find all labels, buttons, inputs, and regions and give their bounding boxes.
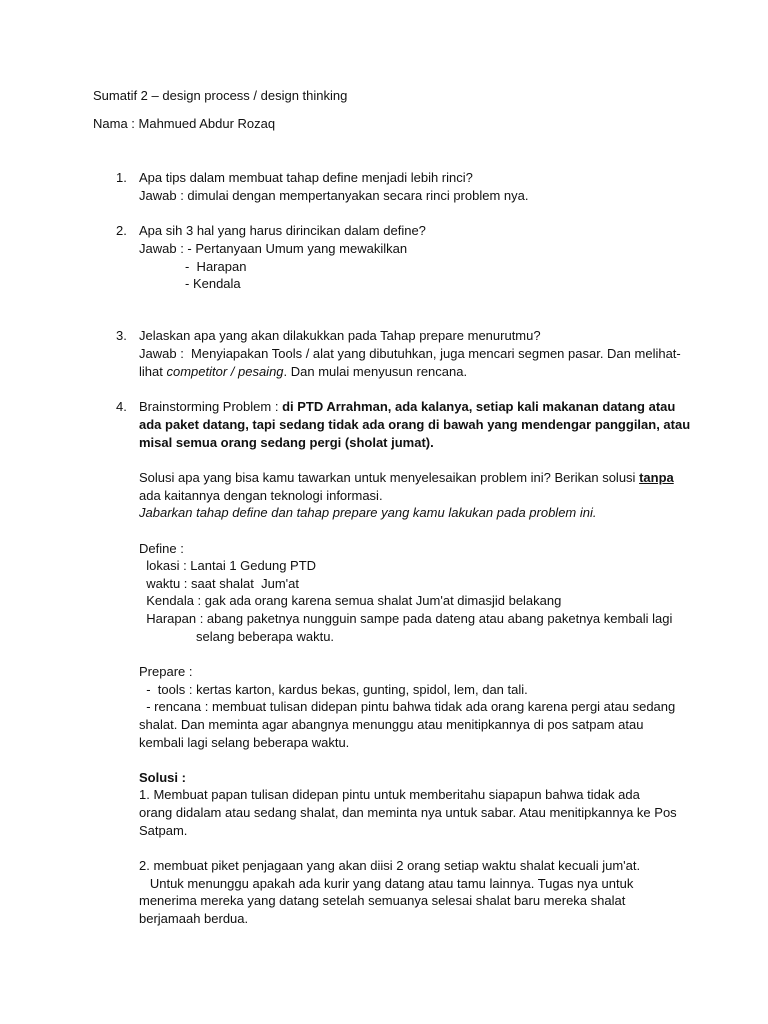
solusi-item: 2. membuat piket penjagaan yang akan diisi 2 orang setiap waktu shalat kecuali jum'at. (139, 858, 641, 873)
answer-text-plain: lihat (139, 364, 167, 379)
define-heading: Define : (139, 541, 184, 556)
problem-intro (139, 398, 675, 415)
question-number: 4. (116, 399, 127, 414)
question-number: 1. (116, 170, 127, 185)
prepare-rencana: - rencana : membuat tulisan didepan pintu bahwa tidak ada orang karena pergi atau sedang (139, 699, 676, 714)
problem-text-bold: di PTD Arrahman, ada kalanya, setiap kali makanan datang atau (282, 399, 676, 414)
problem-text-bold: ada paket datang, tapi sedang tidak ada orang di bawah yang mendengar panggilan, atau (139, 417, 691, 432)
answer-text-italic: competitor / pesaing (166, 364, 284, 379)
solusi-item-continued: berjamaah berdua. (139, 911, 249, 926)
define-waktu: waktu : saat shalat Jum'at (139, 576, 299, 591)
answer-item: - Kendala (185, 276, 241, 291)
prepare-rencana-continued: kembali lagi selang beberapa waktu. (139, 735, 350, 750)
prepare-rencana-continued: shalat. Dan meminta agar abangnya menunggu atau menitipkannya di pos satpam atau (139, 717, 644, 732)
problem-label: Brainstorming Problem : (139, 399, 283, 414)
answer-text: Jawab : - Pertanyaan Umum yang mewakilkan (139, 241, 408, 256)
answer-text: Jawab : dimulai dengan mempertanyakan secara rinci problem nya. (139, 188, 529, 203)
question-text: Apa sih 3 hal yang harus dirincikan dalam define? (139, 223, 426, 238)
define-lokasi: lokasi : Lantai 1 Gedung PTD (139, 558, 317, 573)
task-text-emphasis: tanpa (639, 470, 674, 485)
question-text: Jelaskan apa yang akan dilakukkan pada Tahap prepare menurutmu? (139, 328, 541, 343)
question-text: Apa tips dalam membuat tahap define menjadi lebih rinci? (139, 170, 473, 185)
solusi-heading: Solusi : (139, 770, 186, 785)
task-text (139, 469, 674, 486)
solusi-item: 1. Membuat papan tulisan didepan pintu untuk memberitahu siapapun bahwa tidak ada (139, 787, 640, 802)
solusi-item-continued: menerima mereka yang datang setelah semuanya selesai shalat baru mereka shalat (139, 893, 626, 908)
define-kendala: Kendala : gak ada orang karena semua shalat Jum'at dimasjid belakang (139, 593, 562, 608)
student-name: Nama : Mahmued Abdur Rozaq (93, 116, 276, 131)
prepare-heading: Prepare : (139, 664, 193, 679)
solusi-item-continued: orang didalam atau sedang shalat, dan meminta nya untuk sabar. Atau menitipkannya ke Pos (139, 805, 677, 820)
prepare-tools: - tools : kertas karton, kardus bekas, gunting, spidol, lem, dan tali. (139, 682, 528, 697)
task-text-italic: Jabarkan tahap define dan tahap prepare yang kamu lakukan pada problem ini. (139, 505, 597, 520)
answer-item: - Harapan (185, 259, 247, 274)
task-text: ada kaitannya dengan teknologi informasi. (139, 488, 383, 503)
problem-text-bold: misal semua orang sedang pergi (sholat jumat). (139, 435, 434, 450)
solusi-item-continued: Satpam. (139, 823, 188, 838)
answer-text-line (139, 363, 467, 380)
solusi-item-continued: Untuk menunggu apakah ada kurir yang datang atau tamu lainnya. Tugas nya untuk (139, 876, 634, 891)
answer-text: Jawab : Menyiapakan Tools / alat yang dibutuhkan, juga mencari segmen pasar. Dan melihat- (139, 346, 681, 361)
document-title: Sumatif 2 – design process / design thinking (93, 88, 348, 103)
question-number: 3. (116, 328, 127, 343)
define-harapan: Harapan : abang paketnya nungguin sampe pada dateng atau abang paketnya kembali lagi (139, 611, 673, 626)
define-harapan-continued: selang beberapa waktu. (196, 629, 335, 644)
answer-text-plain: . Dan mulai menyusun rencana. (283, 364, 468, 379)
question-number: 2. (116, 223, 127, 238)
task-text-plain: Solusi apa yang bisa kamu tawarkan untuk menyelesaikan problem ini? Berikan solusi (139, 470, 640, 485)
